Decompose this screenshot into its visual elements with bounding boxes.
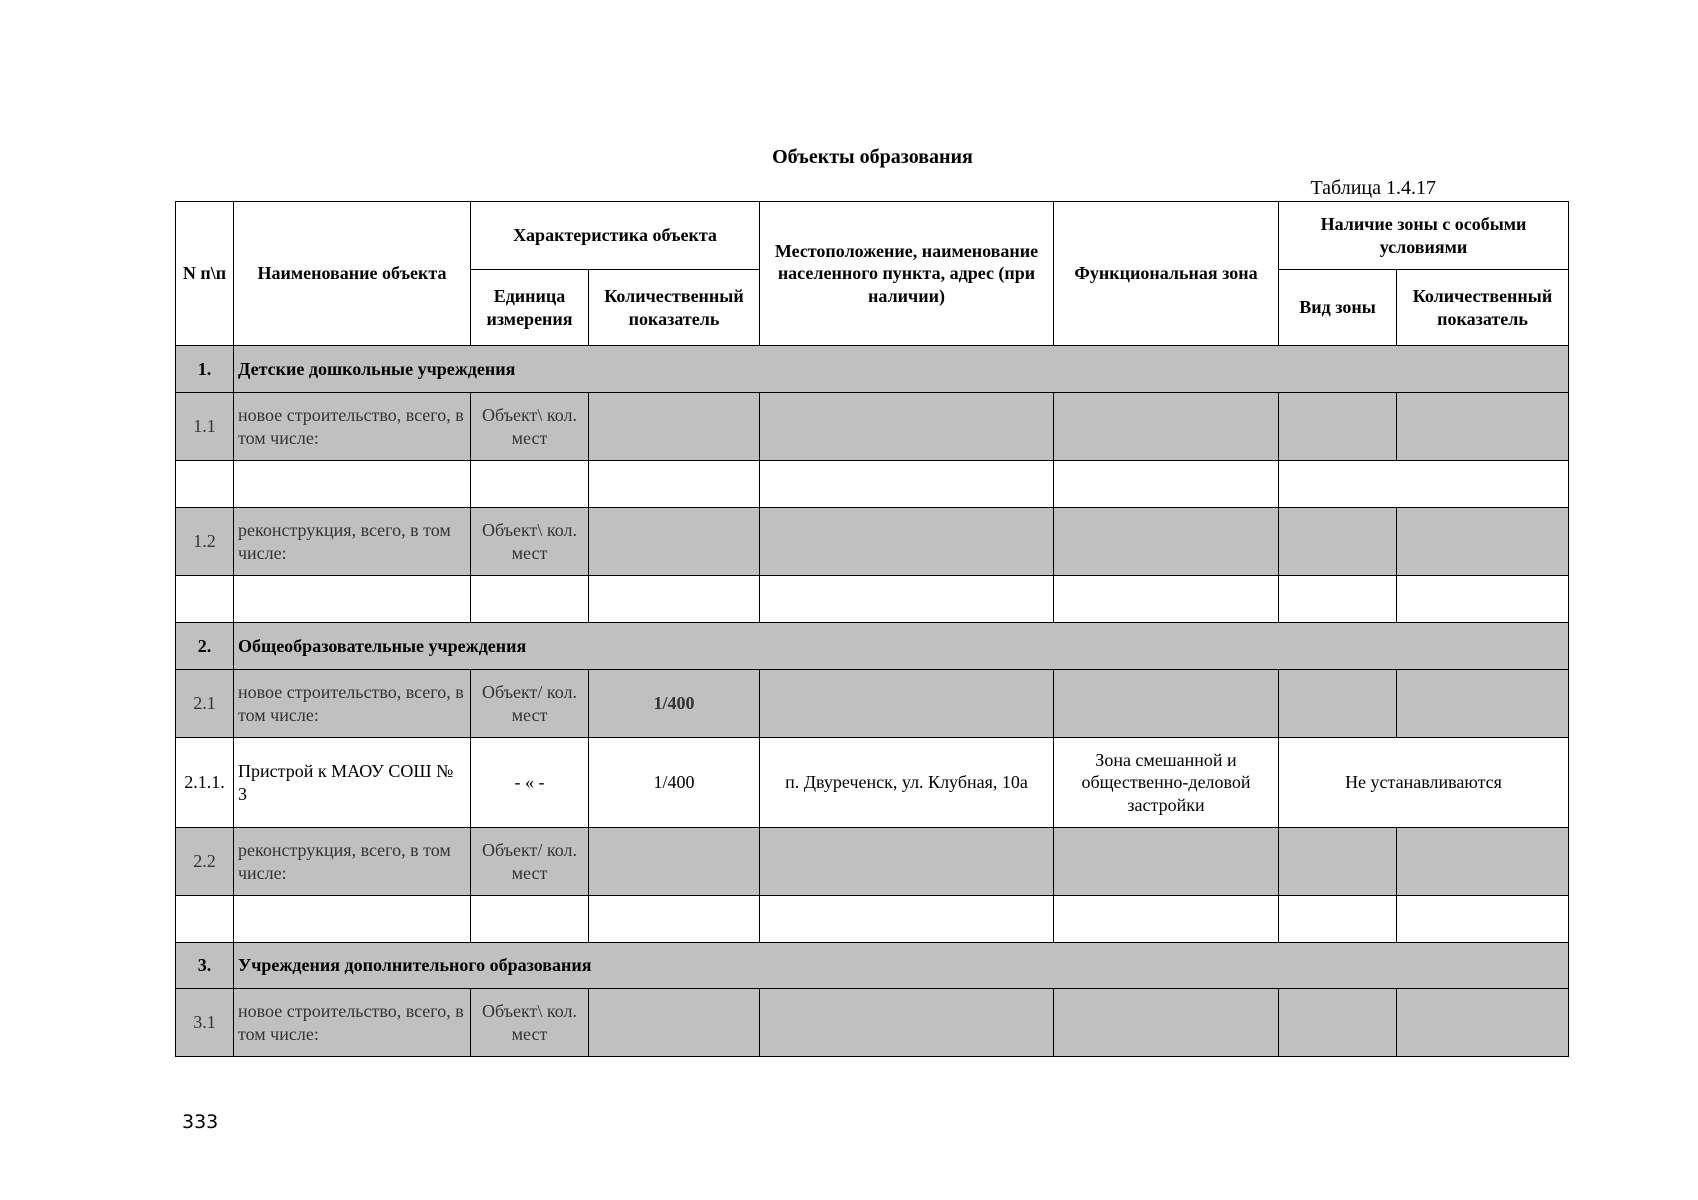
row-functional-zone: Зона смешанной и общественно-деловой застройки <box>1054 738 1279 828</box>
header-name: Наименование объекта <box>234 202 471 346</box>
row-functional-zone <box>1054 989 1279 1057</box>
section-fill <box>589 623 1569 670</box>
row-unit: - « - <box>471 738 589 828</box>
empty-cell <box>234 576 471 623</box>
row-zone-quantity <box>1397 828 1569 896</box>
header-zone-quantity: Количественный показатель <box>1397 270 1569 346</box>
row-functional-zone <box>1054 393 1279 461</box>
empty-cell <box>1279 461 1569 508</box>
empty-cell <box>589 896 760 943</box>
row-quantity: 1/400 <box>589 670 760 738</box>
row-quantity <box>589 393 760 461</box>
row-zone-quantity <box>1397 508 1569 576</box>
row-unit: Объект\ кол. мест <box>471 508 589 576</box>
empty-cell <box>589 576 760 623</box>
header-zone-type: Вид зоны <box>1279 270 1397 346</box>
header-unit: Единица измерения <box>471 270 589 346</box>
row-zone-type <box>1279 670 1397 738</box>
row-name: новое строительство, всего, в том числе: <box>234 670 471 738</box>
header-num: N п\п <box>176 202 234 346</box>
section-fill <box>589 346 1569 393</box>
section-title: Детские дошкольные учреждения <box>234 346 589 393</box>
header-characteristic: Характеристика объекта <box>471 202 760 270</box>
header-special-zone: Наличие зоны с особыми условиями <box>1279 202 1569 270</box>
section-fill <box>760 943 1569 989</box>
table-row <box>176 989 1569 1057</box>
row-zone-type <box>1279 393 1397 461</box>
empty-cell <box>234 896 471 943</box>
row-functional-zone <box>1054 828 1279 896</box>
section-num: 1. <box>176 346 234 393</box>
empty-cell <box>760 576 1054 623</box>
empty-cell <box>471 461 589 508</box>
header-location: Местоположение, наименование населенного пункта, адрес (при наличии) <box>760 202 1054 346</box>
row-name: реконструкция, всего, в том числе: <box>234 828 471 896</box>
empty-row <box>176 576 1569 623</box>
education-objects-table <box>175 201 1569 1057</box>
row-location <box>760 989 1054 1057</box>
row-unit: Объект\ кол. мест <box>471 989 589 1057</box>
row-functional-zone <box>1054 508 1279 576</box>
row-name: новое строительство, всего, в том числе: <box>234 393 471 461</box>
row-unit: Объект/ кол. мест <box>471 828 589 896</box>
empty-cell <box>176 576 234 623</box>
section-row <box>176 346 1569 393</box>
table-row <box>176 508 1569 576</box>
row-name: реконструкция, всего, в том числе: <box>234 508 471 576</box>
row-location <box>760 508 1054 576</box>
row-zone-quantity <box>1397 989 1569 1057</box>
empty-cell <box>471 896 589 943</box>
section-num: 2. <box>176 623 234 670</box>
empty-cell <box>1054 576 1279 623</box>
empty-cell <box>234 461 471 508</box>
row-location: п. Двуреченск, ул. Клубная, 10а <box>760 738 1054 828</box>
row-special-zone: Не устанавливаются <box>1279 738 1569 828</box>
row-quantity <box>589 508 760 576</box>
row-quantity <box>589 828 760 896</box>
row-name: Пристрой к МАОУ СОШ № 3 <box>234 738 471 828</box>
header-quantity: Количественный показатель <box>589 270 760 346</box>
empty-cell <box>1279 896 1397 943</box>
page-number: 333 <box>182 1111 219 1133</box>
empty-cell <box>176 896 234 943</box>
row-zone-type <box>1279 989 1397 1057</box>
section-num: 3. <box>176 943 234 989</box>
row-quantity: 1/400 <box>589 738 760 828</box>
table-row <box>176 670 1569 738</box>
row-num: 3.1 <box>176 989 234 1057</box>
empty-cell <box>1279 576 1397 623</box>
empty-cell <box>1054 461 1279 508</box>
row-location <box>760 828 1054 896</box>
empty-row <box>176 461 1569 508</box>
row-zone-quantity <box>1397 670 1569 738</box>
row-num: 2.1.1. <box>176 738 234 828</box>
row-unit: Объект/ кол. мест <box>471 670 589 738</box>
row-name: новое строительство, всего, в том числе: <box>234 989 471 1057</box>
row-location <box>760 393 1054 461</box>
empty-cell <box>176 461 234 508</box>
empty-cell <box>1054 896 1279 943</box>
table-row <box>176 828 1569 896</box>
row-location <box>760 670 1054 738</box>
table-row <box>176 393 1569 461</box>
row-num: 1.2 <box>176 508 234 576</box>
empty-cell <box>760 896 1054 943</box>
empty-cell <box>760 461 1054 508</box>
empty-cell <box>1397 896 1569 943</box>
empty-cell <box>1397 576 1569 623</box>
header-functional-zone: Функциональная зона <box>1054 202 1279 346</box>
header-row-1 <box>176 202 1569 270</box>
section-title: Общеобразовательные учреждения <box>234 623 589 670</box>
table-number: Таблица 1.4.17 <box>1310 177 1436 199</box>
empty-cell <box>589 461 760 508</box>
table-row <box>176 738 1569 828</box>
empty-cell <box>471 576 589 623</box>
row-quantity <box>589 989 760 1057</box>
row-functional-zone <box>1054 670 1279 738</box>
empty-row <box>176 896 1569 943</box>
document-title: Объекты образования <box>772 146 973 168</box>
row-zone-quantity <box>1397 393 1569 461</box>
row-unit: Объект\ кол. мест <box>471 393 589 461</box>
row-zone-type <box>1279 508 1397 576</box>
row-zone-type <box>1279 828 1397 896</box>
row-num: 1.1 <box>176 393 234 461</box>
section-row <box>176 623 1569 670</box>
section-row <box>176 943 1569 989</box>
section-title: Учреждения дополнительного образования <box>234 943 760 989</box>
row-num: 2.2 <box>176 828 234 896</box>
row-num: 2.1 <box>176 670 234 738</box>
